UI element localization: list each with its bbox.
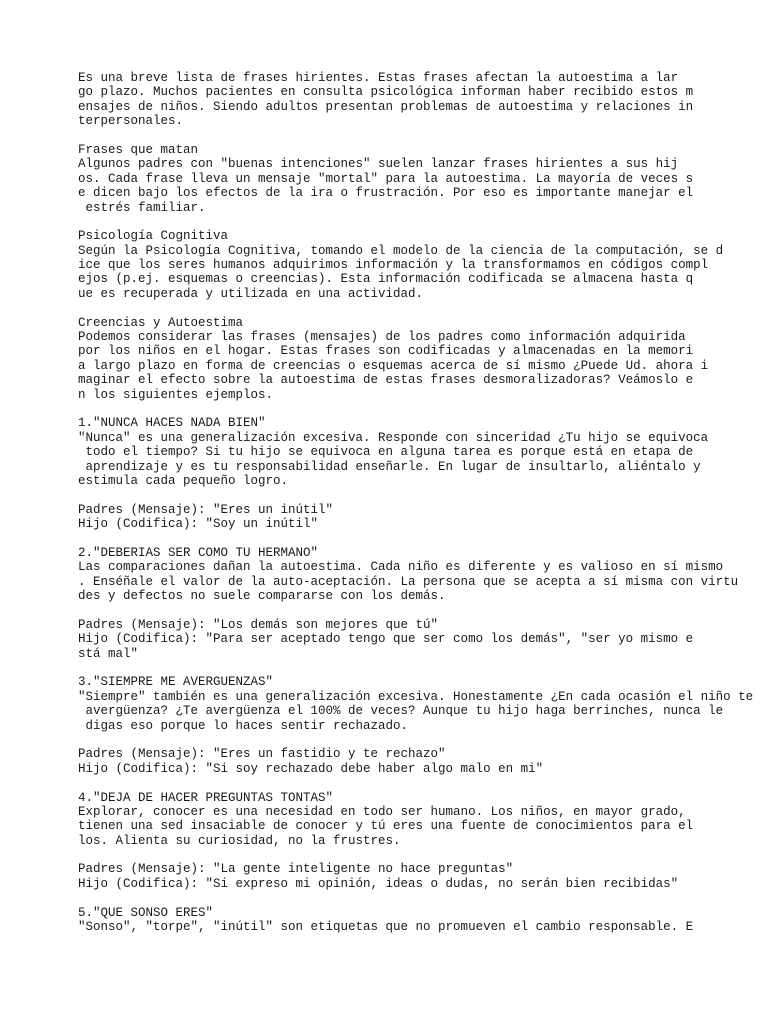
paragraph-gap	[78, 215, 768, 229]
text-line: ejos (p.ej. esquemas o creencias). Esta información codificada se almacena hasta q	[78, 272, 694, 287]
text-line: go plazo. Muchos pacientes en consulta psicológica informan haber recibido estos m	[78, 85, 694, 100]
paragraph-gap	[78, 488, 768, 502]
text-line: ue es recuperada y utilizada en una actividad.	[78, 286, 424, 301]
text-line: 5."QUE SONSO ERES"	[78, 905, 214, 920]
paragraph-gap	[78, 603, 768, 617]
paragraph	[78, 316, 768, 402]
paragraph-gap	[78, 532, 768, 546]
text-line: "Nunca" es una generalización excesiva. Responde con sinceridad ¿Tu hijo se equivoca	[78, 430, 709, 445]
paragraph-gap	[78, 129, 768, 143]
paragraph-gap	[78, 891, 768, 905]
text-line: os. Cada frase lleva un mensaje "mortal" para la autoestima. La mayoría de veces s	[78, 171, 694, 186]
text-line: avergüenza? ¿Te avergüenza el 100% de veces? Aunque tu hijo haga berrinches, nunca le	[78, 704, 724, 719]
paragraph	[78, 229, 768, 301]
text-line: 4."DEJA DE HACER PREGUNTAS TONTAS"	[78, 790, 334, 805]
text-line: digas eso porque lo haces sentir rechazado.	[78, 718, 409, 733]
text-line: Creencias y Autoestima	[78, 315, 244, 330]
paragraph	[78, 791, 768, 849]
text-line: Frases que matan	[78, 142, 199, 157]
paragraph-gap	[78, 301, 768, 315]
paragraph	[78, 416, 768, 488]
text-line: estrés familiar.	[78, 200, 206, 215]
paragraph	[78, 71, 768, 129]
text-line: ice que los seres humanos adquirimos información y la transformamos en códigos compl	[78, 258, 709, 273]
text-line: Psicología Cognitiva	[78, 229, 229, 244]
text-line: Padres (Mensaje): "Los demás son mejores que tú"	[78, 617, 439, 632]
text-line: 3."SIEMPRE ME AVERGUENZAS"	[78, 675, 274, 690]
text-line: aprendizaje y es tu responsabilidad enseñarle. En lugar de insultarlo, aliéntalo y	[78, 459, 701, 474]
text-line: estimula cada pequeño logro.	[78, 473, 289, 488]
text-line: Padres (Mensaje): "La gente inteligente no hace preguntas"	[78, 862, 514, 877]
text-line: Explorar, conocer es una necesidad en todo ser humano. Los niños, en mayor grado,	[78, 804, 686, 819]
text-line: e dicen bajo los efectos de la ira o frustración. Por eso es importante manejar el	[78, 186, 694, 201]
text-line: Según la Psicología Cognitiva, tomando el modelo de la ciencia de la computación, se d	[78, 243, 724, 258]
paragraph	[78, 675, 768, 733]
text-line: terpersonales.	[78, 114, 184, 129]
text-line: Hijo (Codifica): "Para ser aceptado tengo que ser como los demás", "ser yo mismo e	[78, 632, 694, 647]
text-line: Podemos considerar las frases (mensajes) de los padres como información adquirida	[78, 330, 686, 345]
text-line: Hijo (Codifica): "Soy un inútil"	[78, 517, 319, 532]
text-line: Padres (Mensaje): "Eres un inútil"	[78, 502, 334, 517]
paragraph-gap	[78, 776, 768, 790]
paragraph-gap	[78, 848, 768, 862]
text-line: Algunos padres con "buenas intenciones" suelen lanzar frases hirientes a sus hij	[78, 157, 679, 172]
paragraph	[78, 546, 768, 604]
text-line: Padres (Mensaje): "Eres un fastidio y te rechazo"	[78, 747, 446, 762]
paragraph-gap	[78, 402, 768, 416]
paragraph	[78, 906, 768, 935]
paragraph-gap	[78, 733, 768, 747]
text-line: 1."NUNCA HACES NADA BIEN"	[78, 416, 266, 431]
text-line: n los siguientes ejemplos.	[78, 387, 274, 402]
text-line: maginar el efecto sobre la autoestima de estas frases desmoralizadoras? Veámoslo e	[78, 373, 694, 388]
text-line: Las comparaciones dañan la autoestima. Cada niño es diferente y es valioso en sí mismo	[78, 560, 724, 575]
text-line: "Siempre" también es una generalización excesiva. Honestamente ¿En cada ocasión el niño te	[78, 689, 754, 704]
text-line: todo el tiempo? Si tu hijo se equivoca en alguna tarea es porque está en etapa de	[78, 445, 694, 460]
paragraph	[78, 862, 768, 891]
text-line: a largo plazo en forma de creencias o esquemas acerca de sí mismo ¿Puede Ud. ahora i	[78, 358, 709, 373]
text-line: des y defectos no suele compararse con los demás.	[78, 589, 446, 604]
text-line: "Sonso", "torpe", "inútil" son etiquetas que no promueven el cambio responsable. E	[78, 920, 694, 935]
text-line: por los niños en el hogar. Estas frases son codificadas y almacenadas en la memori	[78, 344, 694, 359]
document-body	[78, 71, 768, 934]
text-line: 2."DEBERIAS SER COMO TU HERMANO"	[78, 545, 319, 560]
text-line: Hijo (Codifica): "Si soy rechazado debe haber algo malo en mi"	[78, 761, 544, 776]
text-line: stá mal"	[78, 646, 139, 661]
text-line: ensajes de niños. Siendo adultos presentan problemas de autoestima y relaciones in	[78, 99, 694, 114]
text-line: Hijo (Codifica): "Si expreso mi opinión, ideas o dudas, no serán bien recibidas"	[78, 876, 679, 891]
paragraph	[78, 618, 768, 661]
text-line: Es una breve lista de frases hirientes. Estas frases afectan la autoestima a lar	[78, 71, 679, 85]
paragraph	[78, 747, 768, 776]
text-line: tienen una sed insaciable de conocer y tú eres una fuente de conocimientos para el	[78, 819, 694, 834]
text-line: . Enséñale el valor de la auto-aceptación. La persona que se acepta a sí misma con virtu	[78, 574, 739, 589]
text-line: los. Alienta su curiosidad, no la frustres.	[78, 833, 401, 848]
paragraph	[78, 503, 768, 532]
paragraph	[78, 143, 768, 215]
paragraph-gap	[78, 661, 768, 675]
